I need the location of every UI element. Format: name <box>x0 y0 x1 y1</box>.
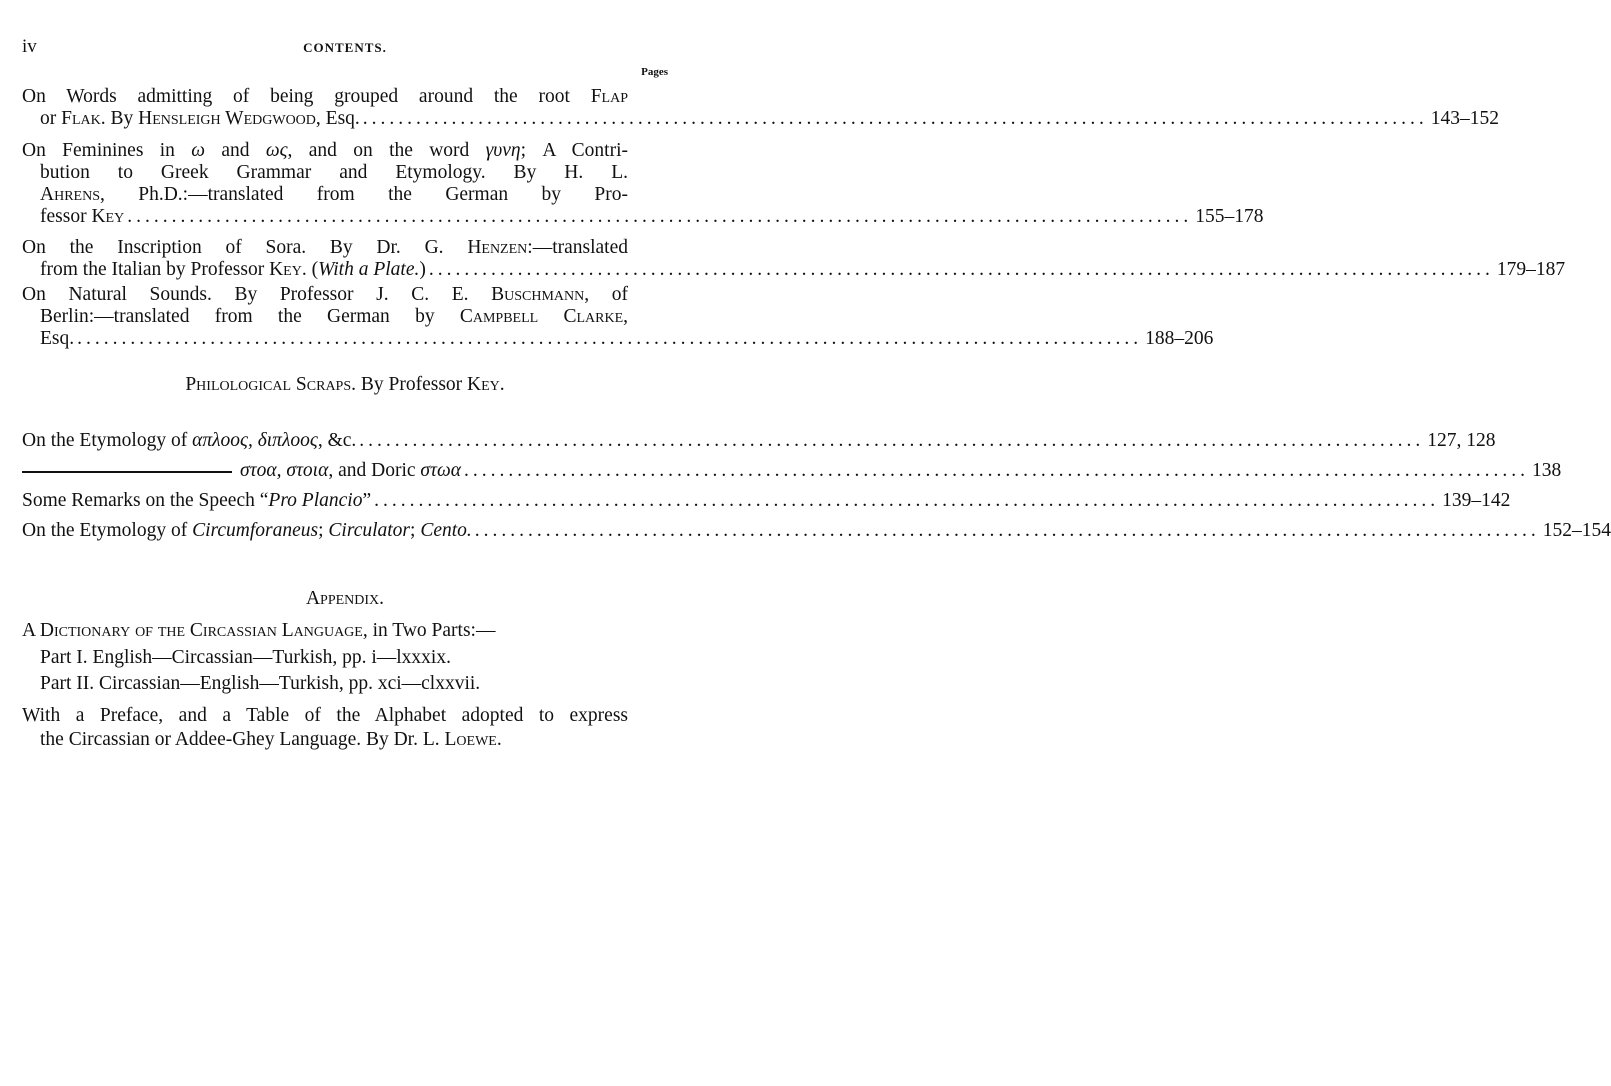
dot-leader: ........................................................................................................................ <box>474 520 1540 541</box>
contents-line <box>22 490 1511 512</box>
entry-text <box>40 673 480 694</box>
text-segment: ” <box>362 490 372 511</box>
contents-line <box>22 705 628 727</box>
text-segment: . By Professor <box>351 374 468 395</box>
contents-line <box>22 460 1562 482</box>
dot-leader: ........................................................................................................................ <box>77 328 1143 349</box>
contents-line <box>40 259 1566 281</box>
text-segment: . <box>496 729 502 750</box>
text-segment: ; <box>410 520 421 541</box>
text-segment: Ahrens <box>40 184 100 205</box>
entry-text <box>40 647 451 668</box>
text-segment: . ( <box>301 259 319 280</box>
contents-line <box>40 184 628 206</box>
text-segment: , in Two Parts:— <box>362 620 496 641</box>
text-segment: ω <box>191 140 206 161</box>
entry-text <box>40 108 360 130</box>
contents-line <box>22 237 628 259</box>
entry-text <box>185 374 504 395</box>
text-segment: bution to Greek Grammar and Etymology. By H. L. <box>40 162 628 183</box>
text-segment: On the Etymology of <box>22 520 193 541</box>
text-segment: Campbell Clarke <box>459 306 624 327</box>
contents-line <box>40 328 1214 350</box>
page-range: 139–142 <box>1442 490 1511 511</box>
text-segment: Esq. <box>40 328 75 349</box>
text-segment: ) <box>419 259 426 280</box>
text-segment: , &c. <box>317 430 357 451</box>
entry-text <box>40 328 74 350</box>
entry-text <box>40 184 628 205</box>
text-segment: . By <box>100 108 139 129</box>
text-segment: On Words admitting of being grouped around the root <box>22 86 591 107</box>
contents-line <box>40 729 628 751</box>
text-segment: A <box>22 620 40 641</box>
text-segment: στοα, στοια <box>240 460 329 481</box>
page-title: CONTENTS. <box>303 40 387 55</box>
text-segment: With a Plate. <box>318 259 420 280</box>
page-range: 138 <box>1532 460 1562 481</box>
entry-text <box>22 430 356 452</box>
text-segment: Dictionary of the Circassian Language <box>39 620 363 641</box>
contents-line <box>40 306 628 328</box>
text-segment: απλοος, διπλοος <box>192 430 318 451</box>
page-number: iv <box>22 36 37 57</box>
text-segment: On Natural Sounds. By Professor J. C. E. <box>22 284 492 305</box>
contents-line <box>22 620 628 642</box>
entry-text <box>40 306 628 327</box>
text-segment: Flak <box>61 108 101 129</box>
text-segment: Berlin:—translated from the German by <box>40 306 460 327</box>
text-segment: , <box>623 306 628 327</box>
dot-leader: ........................................................................................................................ <box>464 460 1530 481</box>
entry-text <box>306 588 384 609</box>
entry-text <box>22 705 628 726</box>
entry-text <box>22 237 628 258</box>
text-segment: fessor <box>40 206 92 227</box>
contents-line <box>40 206 1264 228</box>
dot-leader: ........................................................................................................................ <box>359 430 1425 451</box>
text-segment: , Ph.D.:—translated from the German by Pro- <box>99 184 628 205</box>
contents-line <box>40 108 1500 130</box>
page-range: 152–154 <box>1542 520 1611 541</box>
page-range: 188–206 <box>1145 328 1214 349</box>
text-segment: Part I. English—Circassian—Turkish, pp. i—lxxxix. <box>40 647 451 668</box>
contents-line <box>22 86 628 108</box>
dot-leader: ........................................................................................................................ <box>362 108 1428 129</box>
entry-text <box>22 140 628 161</box>
text-segment: and <box>205 140 266 161</box>
dot-leader: ........................................................................................................................ <box>374 490 1440 511</box>
text-segment: Some Remarks on the Speech “ <box>22 490 269 511</box>
entry-text <box>22 490 371 512</box>
text-segment: Key <box>269 259 302 280</box>
entry-text <box>22 620 495 641</box>
text-segment: , and on the word <box>287 140 486 161</box>
text-segment: from the Italian by Professor <box>40 259 270 280</box>
text-segment: ως <box>265 140 288 161</box>
contents-line <box>40 647 628 669</box>
text-segment: , Esq. <box>315 108 360 129</box>
entry-text <box>22 520 472 542</box>
contents-line <box>40 673 628 695</box>
text-segment: Key <box>467 374 500 395</box>
text-segment: Pro Plancio <box>268 490 363 511</box>
text-segment: the Circassian or Addee-Ghey Language. By Dr. L. <box>40 729 445 750</box>
text-segment: Philological Scraps <box>185 374 352 395</box>
text-segment: Part II. Circassian—English—Turkish, pp. xci—clxxvii. <box>40 673 481 694</box>
text-segment: Appendix. <box>305 588 385 609</box>
text-segment: :—translated <box>527 237 628 258</box>
text-segment: Loewe <box>444 729 497 750</box>
entry-text <box>40 162 628 183</box>
entry-text <box>22 86 628 107</box>
entry-text <box>22 284 628 305</box>
contents-line <box>22 430 1496 452</box>
text-segment: , and Doric <box>328 460 421 481</box>
contents-line <box>0 588 690 610</box>
text-segment: , of <box>584 284 628 305</box>
text-segment: γυνη <box>485 140 521 161</box>
dot-leader: ........................................................................................................................ <box>127 206 1193 227</box>
text-segment: Henzen <box>467 237 528 258</box>
text-segment: or <box>40 108 62 129</box>
contents-line <box>22 140 628 162</box>
text-segment: . <box>499 374 505 395</box>
entry-text <box>40 729 502 750</box>
pages-column-label: Pages <box>641 66 668 78</box>
contents-line <box>0 374 690 396</box>
dot-leader: ........................................................................................................................ <box>428 259 1494 280</box>
page-range: 143–152 <box>1430 108 1500 129</box>
entry-text <box>22 460 461 482</box>
text-segment: On the Etymology of <box>22 430 193 451</box>
contents-line <box>22 284 628 306</box>
entry-text <box>40 206 124 228</box>
text-segment: Cento. <box>420 520 472 541</box>
page-range: 179–187 <box>1496 259 1566 280</box>
text-segment: Flap <box>590 86 628 107</box>
text-segment: Buschmann <box>491 284 585 305</box>
ditto-rule <box>22 471 232 473</box>
contents-line <box>22 520 1611 542</box>
text-segment: στωα <box>420 460 462 481</box>
text-segment: On the Inscription of Sora. By Dr. G. <box>22 237 468 258</box>
text-segment: Circulator <box>328 520 411 541</box>
text-segment: On Feminines in <box>22 140 192 161</box>
text-segment: Hensleigh Wedgwood <box>138 108 316 129</box>
text-segment: ; A Contri- <box>520 140 629 161</box>
text-segment: ; <box>318 520 329 541</box>
page-range: 127, 128 <box>1427 430 1496 451</box>
text-segment: Circumforaneus <box>192 520 319 541</box>
entry-text <box>40 259 426 281</box>
contents-line <box>40 162 628 184</box>
page-range: 155–178 <box>1195 206 1264 227</box>
text-segment: Key <box>91 206 125 227</box>
text-segment: With a Preface, and a Table of the Alphabet adopted to express <box>22 705 628 726</box>
